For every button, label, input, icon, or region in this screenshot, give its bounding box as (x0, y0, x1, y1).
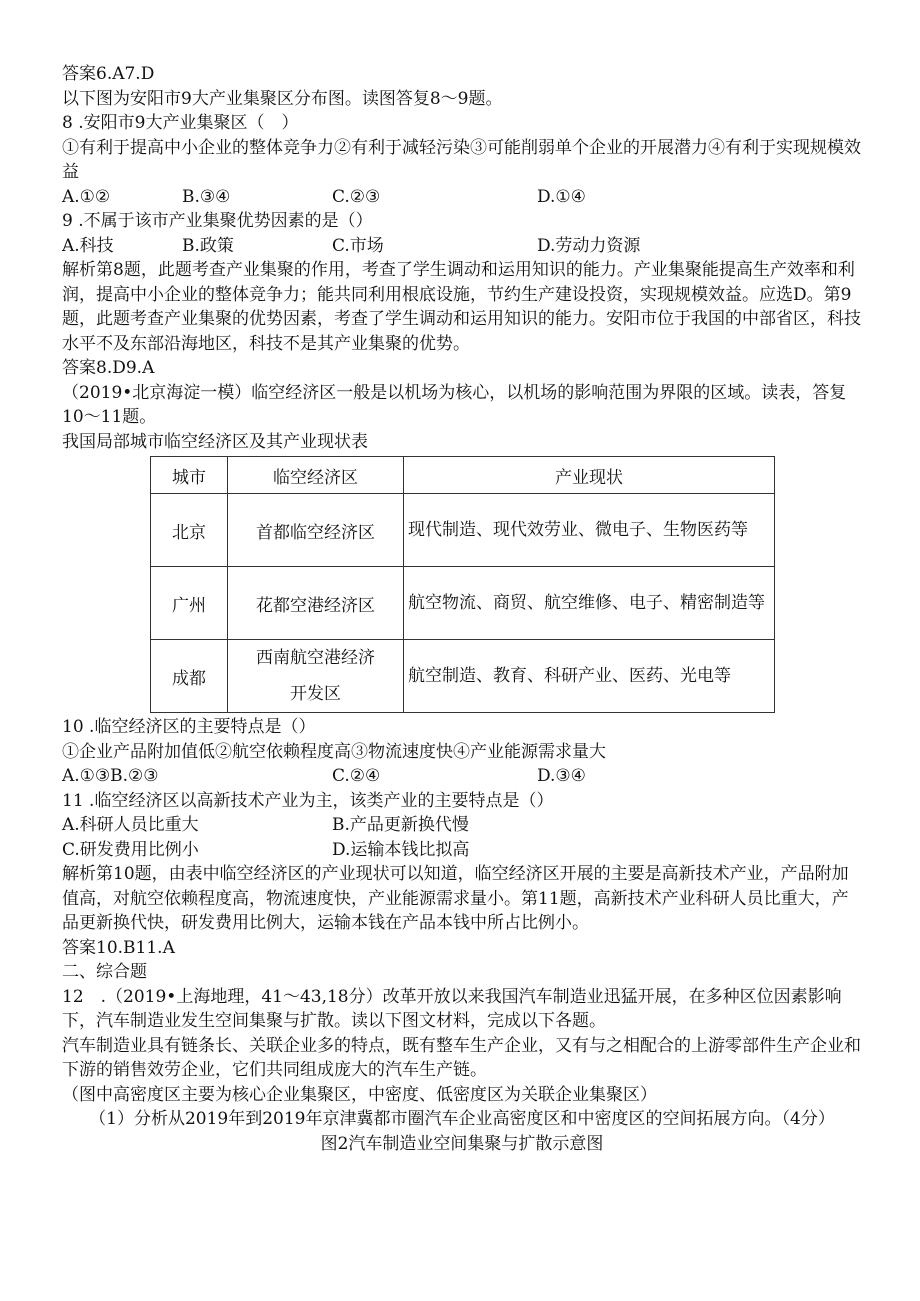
question-10-statements: ①企业产品附加值低②航空依赖程度高③物流速度快④产业能源需求量大 (62, 741, 606, 762)
question-10: 10 .临空经济区的主要特点是（） (62, 717, 316, 737)
analysis-8-9: 解析第8题，此题考查产业集聚的作用，考查了学生调动和运用知识的能力。产业集聚能提高生产效率和利润，提高中小企业的整体竞争力；能共同利用根底设施，节约生产建设投资，实现规模效益。应选D。第9题，此题考查产业集聚的优势因素，考查了学生调动和运用知识的能力。安阳市位于我国的中部省区，科技水平不及东部沿海地区，科技不是其产业集聚的优势。 (62, 260, 861, 354)
cell-industry: 现代制造、现代效劳业、微电子、生物医药等 (404, 494, 775, 567)
answer-6-7: 答案6.A7.D (62, 64, 155, 84)
option-b: B.产品更新换代慢 (332, 815, 469, 835)
question-12-part-1: （1）分析从2019年到2019年京津冀都市圈汽车企业高密度区和中密度区的空间拓展方向。（4分） (89, 1109, 835, 1129)
option-d: D.运输本钱比拟高 (332, 839, 470, 860)
table-header-row (151, 457, 775, 494)
question-10-options (62, 764, 862, 789)
cell-city: 北京 (151, 494, 228, 567)
question-12-note: （图中高密度区主要为核心企业集聚区，中密度、低密度区为关联企业集聚区） (62, 1084, 657, 1105)
cell-industry: 航空制造、教育、科研产业、医药、光电等 (404, 640, 775, 713)
option-b: B.③④ (182, 186, 231, 207)
option-a-b: A.①③B.②③ (62, 766, 159, 786)
question-11-options-ab (62, 813, 862, 838)
question-11: 11 .临空经济区以高新技术产业为主，该类产业的主要特点是（） (62, 790, 554, 811)
analysis-10-11: 解析第10题，由表中临空经济区的产业现状可以知道，临空经济区开展的主要是高新技术产业，产品附加值高，对航空依赖程度高，物流速度快，产业能源需求量小。第11题，高新技术产业科研人员比重大，产品更新换代快，研发费用比例大，运输本钱在产品本钱中所占比例小。 (62, 864, 849, 933)
option-a: A.科研人员比重大 (62, 815, 199, 835)
table-row (151, 494, 775, 567)
figure-caption: 图2汽车制造业空间集聚与扩散示意图 (320, 1133, 604, 1154)
table-row (151, 567, 775, 640)
cell-industry: 航空物流、商贸、航空维修、电子、精密制造等 (404, 567, 775, 640)
intro-10-11: （2019•北京海淀一模）临空经济区一般是以机场为核心，以机场的影响范围为界限的区域。读表，答复10～11题。 (62, 382, 847, 427)
question-12-material: 汽车制造业具有链条长、关联企业多的特点，既有整车生产企业，又有与之相配合的上游零部件生产企业和下游的销售效劳企业，它们共同组成庞大的汽车生产链。 (62, 1035, 861, 1080)
option-c: C.市场 (332, 235, 384, 256)
option-d: D.劳动力资源 (537, 235, 641, 256)
header-zone: 临空经济区 (228, 457, 404, 494)
header-city: 城市 (151, 457, 228, 494)
cell-city: 广州 (151, 567, 228, 640)
option-a: A.①② (62, 186, 111, 207)
option-a: A.科技 (62, 235, 114, 256)
section-heading: 二、综合题 (62, 962, 147, 982)
answer-8-9: 答案8.D9.A (62, 358, 155, 378)
option-c: C.②③ (332, 186, 381, 207)
header-industry: 产业现状 (404, 457, 775, 494)
answer-10-11: 答案10.B11.A (62, 937, 175, 958)
option-c: C.研发费用比例小 (62, 839, 199, 860)
intro-8-9: 以下图为安阳市9大产业集聚区分布图。读图答复8～9题。 (62, 88, 503, 109)
option-c: C.②④ (332, 766, 381, 786)
question-8-statements: ①有利于提高中小企业的整体竞争力②有利于减轻污染③可能削弱单个企业的开展潜力④有利于实现规模效益 (62, 137, 861, 182)
question-9-options (62, 234, 862, 259)
question-8: 8 .安阳市9大产业集聚区（ ） (62, 113, 299, 133)
question-11-options-cd (62, 838, 862, 863)
table-row (151, 640, 775, 713)
cell-zone: 花都空港经济区 (228, 567, 404, 640)
document-page (62, 62, 862, 1156)
question-8-options (62, 185, 862, 210)
option-b: B.政策 (182, 235, 234, 256)
question-12: 12 .（2019•上海地理，41～43,18分）改革开放以来我国汽车制造业迅猛开展，在多种区位因素影响下，汽车制造业发生空间集聚与扩散。读以下图文材料，完成以下各题。 (62, 986, 842, 1031)
cell-zone: 首都临空经济区 (228, 494, 404, 567)
option-d: D.③④ (537, 766, 586, 786)
cell-zone: 西南航空港经济开发区 (228, 640, 404, 713)
option-d: D.①④ (537, 186, 586, 207)
question-9: 9 .不属于该市产业集聚优势因素的是（） (62, 211, 373, 231)
economic-zone-table (150, 456, 775, 713)
cell-city: 成都 (151, 640, 228, 713)
table-title: 我国局部城市临空经济区及其产业现状表 (62, 431, 368, 452)
